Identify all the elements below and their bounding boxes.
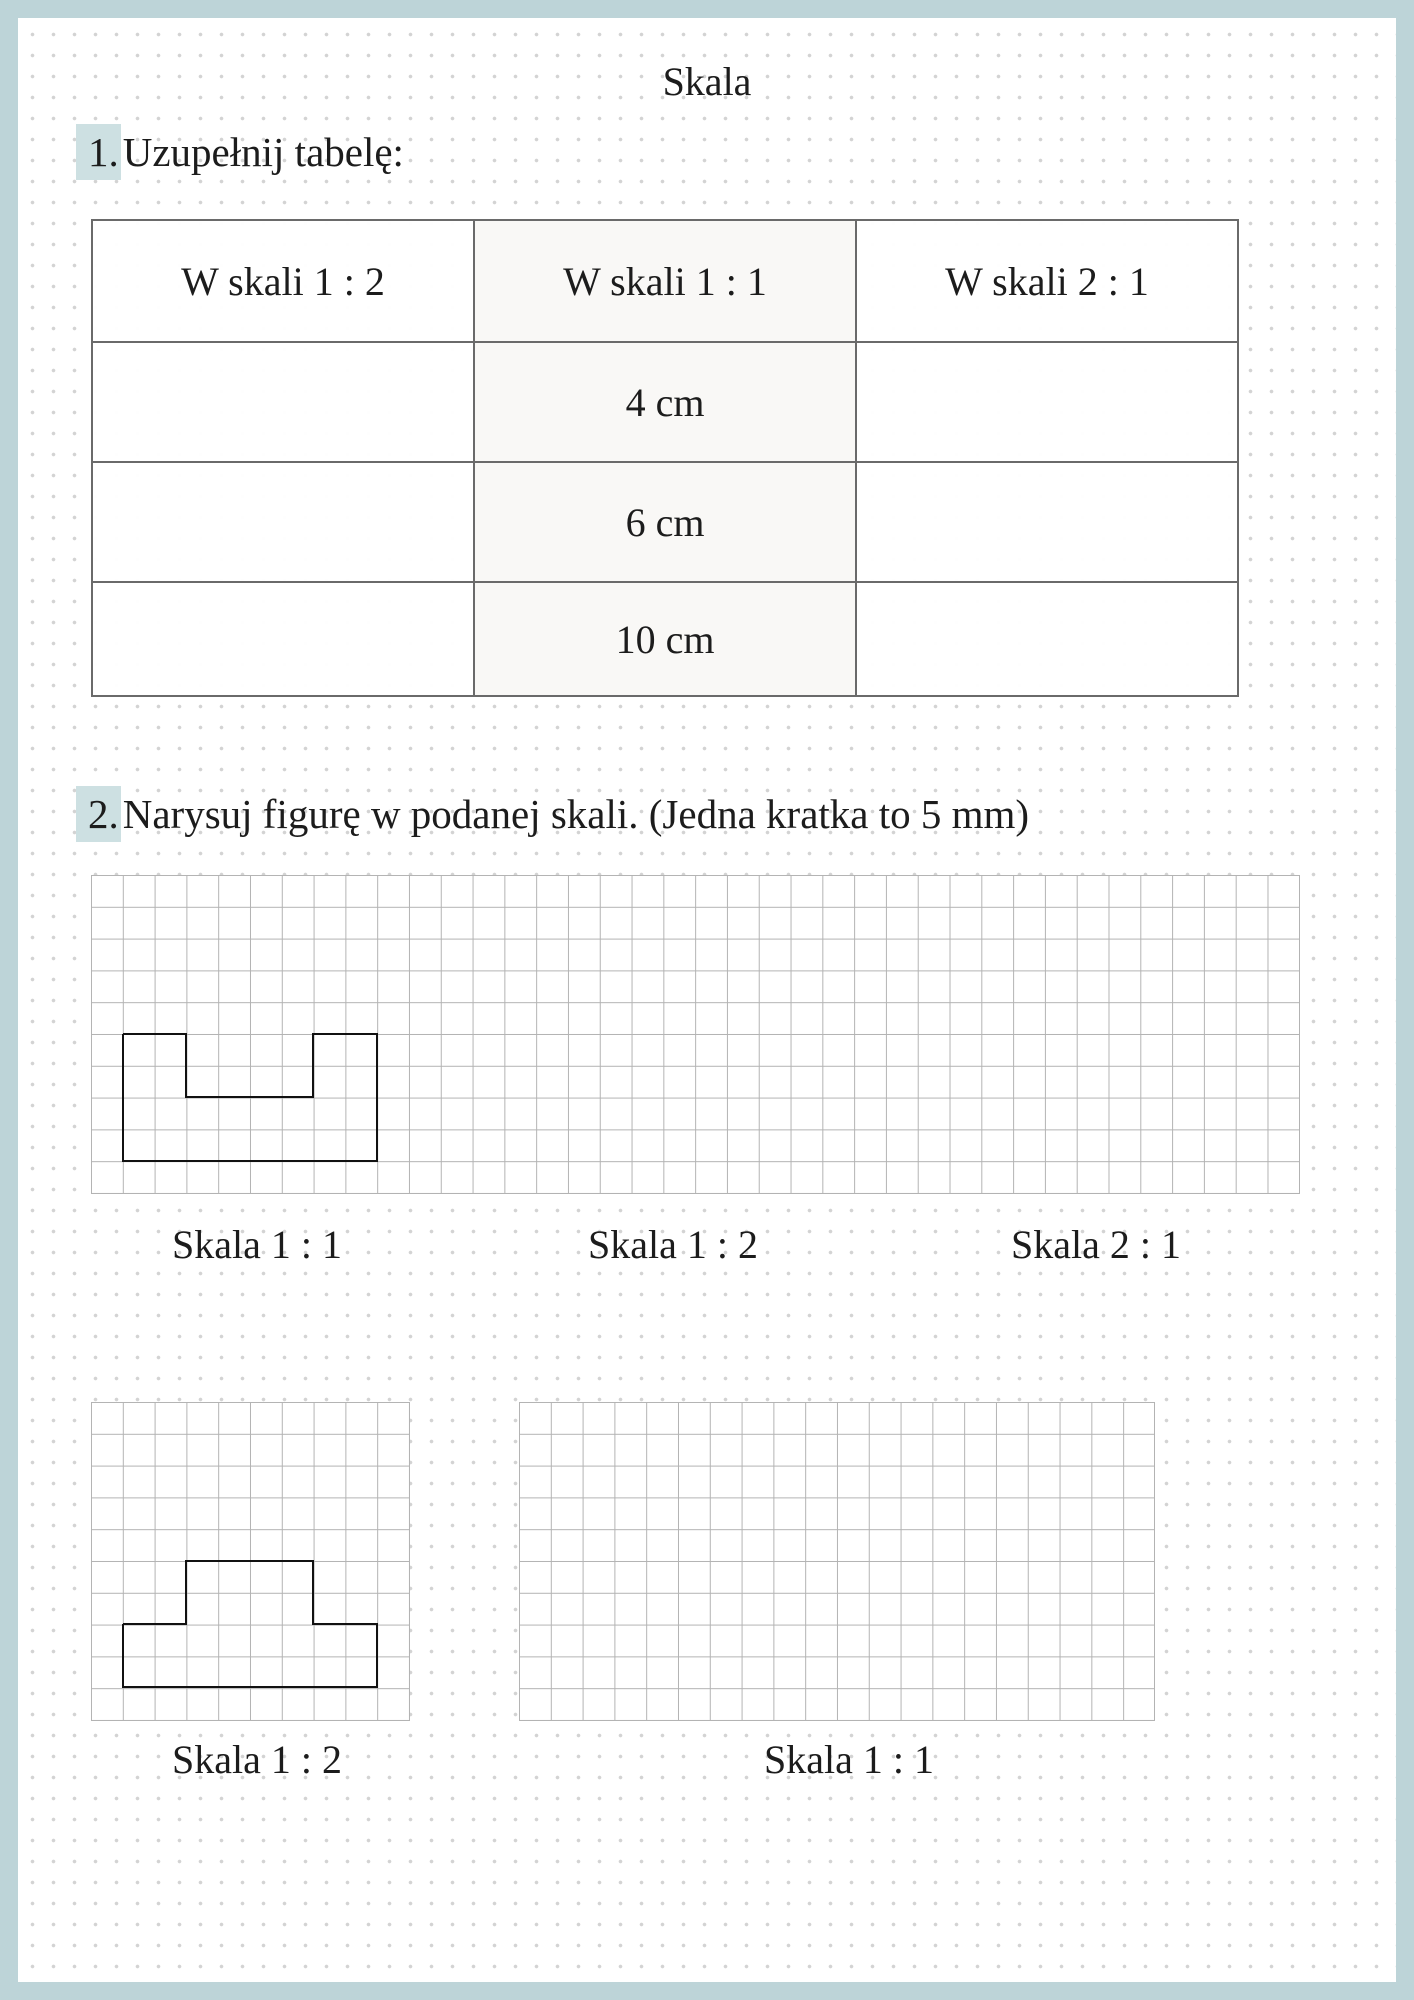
table-row [92,582,1238,696]
task-2-number: 2. [76,786,121,842]
worksheet-page [18,18,1396,1982]
answer-cell[interactable] [856,342,1238,462]
page-title: Skala [662,59,752,104]
table-header-row [92,220,1238,342]
given-figure-2 [91,1402,410,1721]
figure-outline [123,1561,377,1687]
answer-cell[interactable] [92,342,474,462]
given-figure-1 [91,875,1300,1194]
task-2-text: Narysuj figurę w podanej skali. (Jedna kratka to 5 mm) [122,791,1030,837]
table-header-cell: W skali 2 : 1 [856,220,1238,342]
answer-cell[interactable] [92,462,474,582]
drawing-grid-small[interactable] [91,1402,410,1721]
table-row [92,462,1238,582]
grid-label: Skala 1 : 1 [172,1222,342,1267]
task-1-number: 1. [76,124,121,180]
grid-label: Skala 1 : 1 [764,1737,934,1782]
value-cell: 6 cm [474,462,856,582]
grid-label: Skala 2 : 1 [1011,1222,1181,1267]
task-2-heading [76,786,1029,842]
grid-label: Skala 1 : 2 [172,1737,342,1782]
answer-cell[interactable] [856,462,1238,582]
table-header-cell: W skali 1 : 2 [92,220,474,342]
scale-table [91,219,1239,697]
value-cell: 4 cm [474,342,856,462]
value-cell: 10 cm [474,582,856,696]
task-1-heading [76,124,404,180]
task-1-text: Uzupełnij tabelę: [122,129,404,175]
table-header-cell: W skali 1 : 1 [474,220,856,342]
drawing-grid-answer[interactable] [519,1402,1155,1721]
answer-cell[interactable] [856,582,1238,696]
figure-outline [123,1034,377,1161]
answer-cell[interactable] [92,582,474,696]
grid-label: Skala 1 : 2 [588,1222,758,1267]
table-row [92,342,1238,462]
drawing-grid-wide[interactable] [91,875,1300,1194]
